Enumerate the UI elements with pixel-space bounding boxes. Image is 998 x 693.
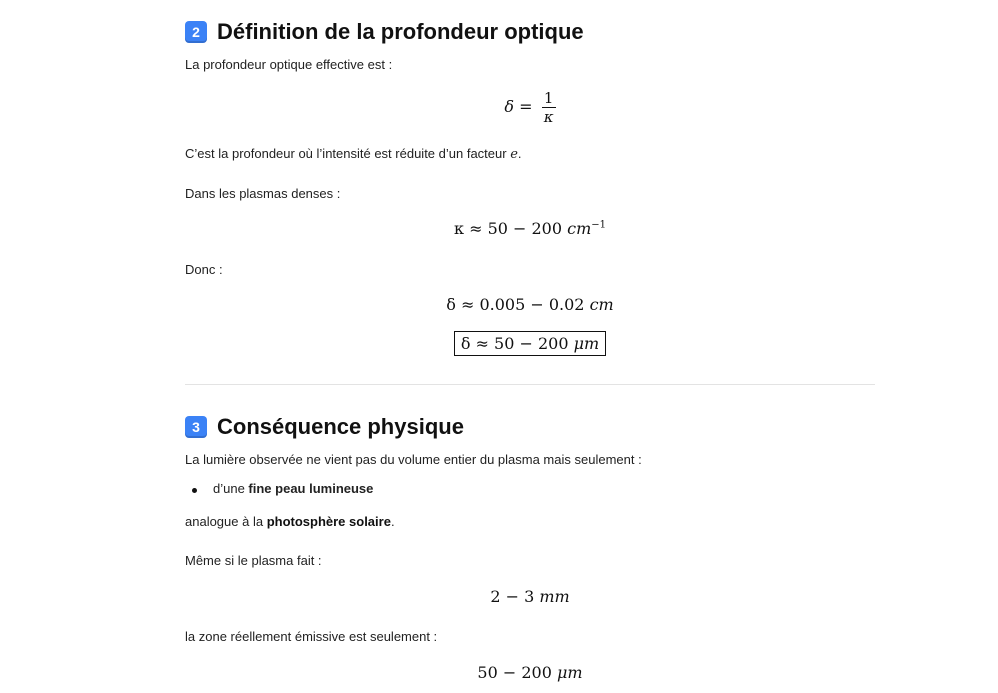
eq2-exponent: −1 — [591, 219, 607, 231]
eq1-denominator: κ — [543, 108, 554, 126]
section-2-heading — [185, 19, 584, 45]
paragraph-dense-plasmas: Dans les plasmas denses : — [185, 186, 341, 201]
factor-suffix: . — [517, 146, 522, 161]
eq4-unit: μm — [573, 334, 600, 353]
eq2-body: κ ≈ 50 − 200 — [453, 219, 568, 238]
boxed-result — [454, 331, 606, 356]
paragraph-light-observed: La lumière observée ne vient pas du volume entier du plasma mais seulement : — [185, 452, 642, 467]
bullet-prefix: d’une — [213, 481, 249, 496]
paragraph-intensity-reduced — [185, 146, 522, 162]
bullet-bold: fine peau lumineuse — [248, 481, 374, 496]
eq6-unit: μm — [556, 663, 583, 682]
list-item — [185, 481, 373, 496]
eq1-fraction — [542, 89, 556, 126]
number-3-badge-icon: 3 — [185, 416, 207, 438]
eq5-body: 2 − 3 — [490, 587, 540, 606]
intensity-text: C’est la profondeur où l’intensité est réduite d’un facteur — [185, 146, 507, 161]
number-2-badge-icon: 2 — [185, 21, 207, 43]
eq1-op: = — [519, 97, 533, 116]
eq2-unit: cm — [567, 219, 592, 238]
eq1-lhs: δ — [504, 97, 515, 116]
analogue-bold: photosphère solaire — [266, 514, 391, 529]
section-3-title: Conséquence physique — [217, 414, 464, 439]
eq1-numerator: 1 — [543, 89, 554, 107]
section-2-title: Définition de la profondeur optique — [217, 19, 584, 44]
eq4-body: δ ≈ 50 − 200 — [460, 334, 574, 353]
paragraph-donc: Donc : — [185, 262, 223, 277]
factor-e: e — [510, 147, 518, 162]
eq3-unit: cm — [589, 295, 614, 314]
paragraph-emissive-zone: la zone réellement émissive est seulement : — [185, 629, 438, 644]
analogue-suffix: . — [390, 514, 395, 529]
eq6-body: 50 − 200 — [477, 663, 557, 682]
equation-delta-um-boxed — [185, 331, 875, 356]
equation-delta-definition — [185, 89, 875, 126]
paragraph-analogue — [185, 514, 395, 529]
paragraph-meme-si: Même si le plasma fait : — [185, 553, 322, 568]
equation-plasma-size — [185, 587, 875, 606]
section-divider — [185, 384, 875, 385]
equation-emissive-size — [185, 663, 875, 682]
eq5-unit: mm — [539, 587, 570, 606]
section-3-heading — [185, 414, 464, 440]
equation-delta-cm — [185, 295, 875, 314]
analogue-prefix: analogue à la — [185, 514, 267, 529]
paragraph-intro-depth: La profondeur optique effective est : — [185, 57, 393, 72]
eq3-body: δ ≈ 0.005 − 0.02 — [446, 295, 590, 314]
equation-kappa-range — [185, 219, 875, 238]
bullet-list — [185, 481, 373, 496]
